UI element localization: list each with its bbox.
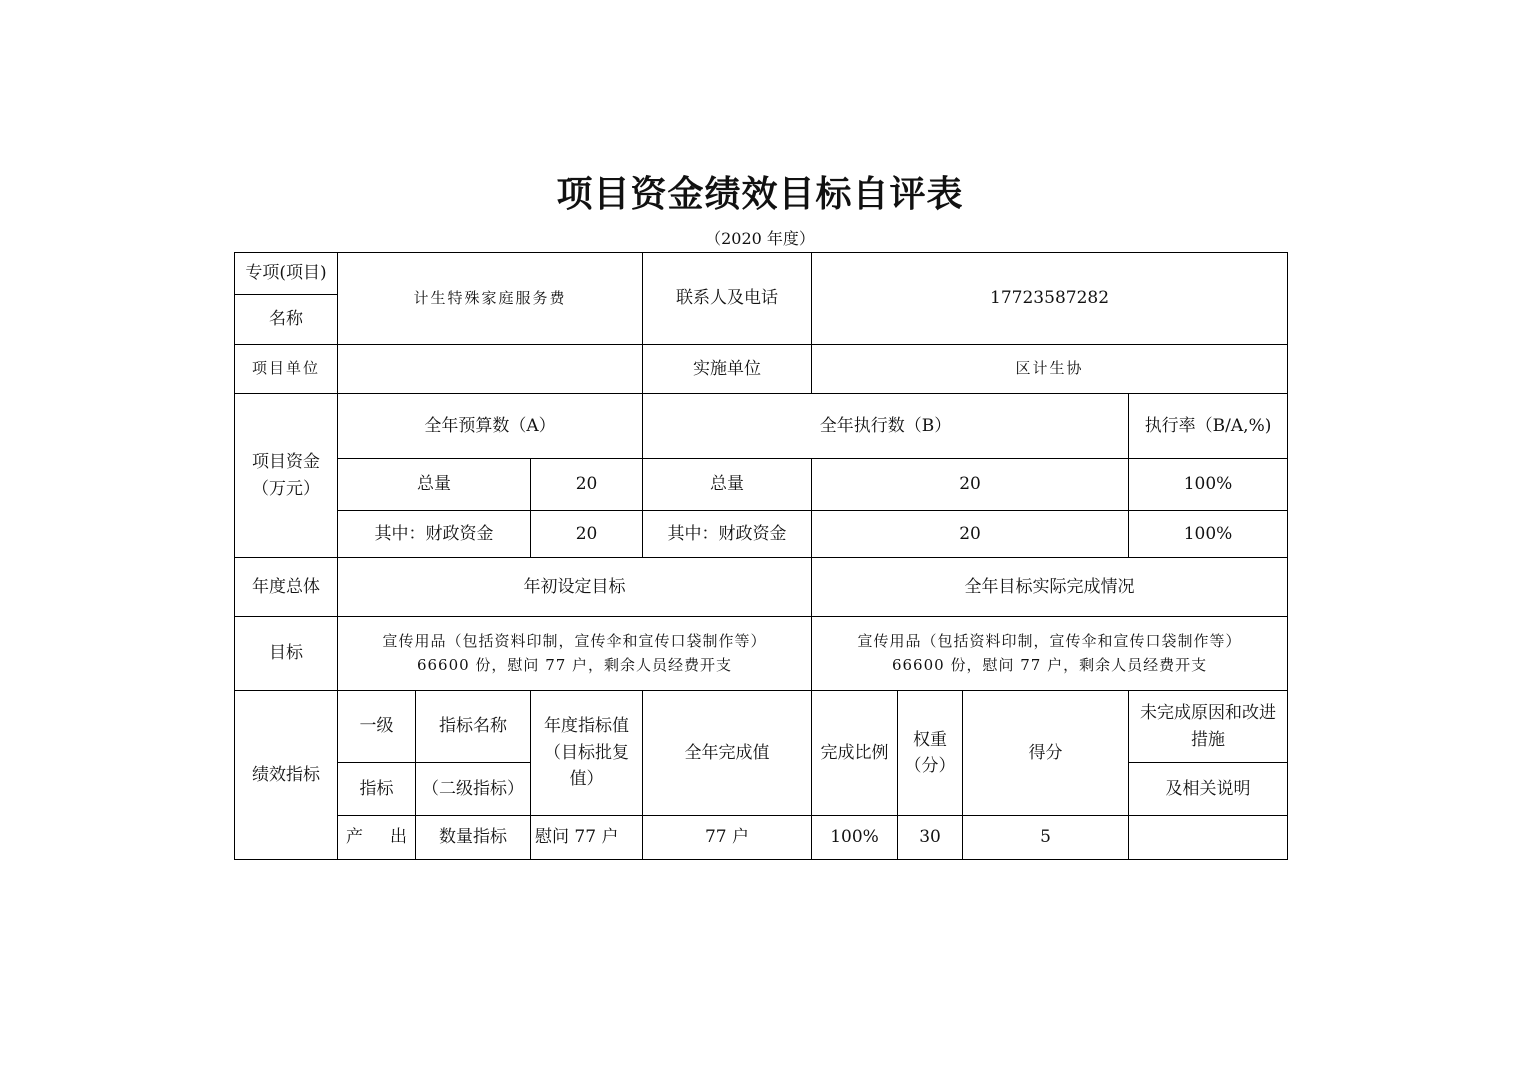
row-target: 慰问 77 户	[531, 816, 643, 860]
ratio-header: 完成比例	[812, 691, 898, 816]
row-ratio: 100%	[812, 816, 898, 860]
table-row	[235, 816, 1288, 860]
row-level1	[338, 816, 416, 860]
row-reason	[1129, 816, 1288, 860]
reason-header-line1: 未完成原因和改进	[1140, 703, 1277, 724]
fiscal-rate: 100%	[1129, 511, 1288, 558]
target-header-line2: （目标批复	[544, 742, 629, 763]
row-score: 5	[963, 816, 1129, 860]
level1-header-b: 指标	[338, 763, 416, 816]
fiscal-budget: 20	[531, 511, 643, 558]
target-header-line3: 值）	[569, 769, 604, 790]
goal-actual-line1: 宣传用品（包括资料印制，宣传伞和宣传口袋制作等）	[857, 632, 1242, 651]
project-name-label-line1: 专项(项目)	[235, 253, 338, 295]
row-level1-a: 产	[346, 827, 374, 848]
contact-label: 联系人及电话	[643, 253, 812, 345]
indicators-label: 绩效指标	[235, 691, 338, 860]
row-actual: 77 户	[643, 816, 812, 860]
fiscal-label: 其中：财政资金	[338, 511, 531, 558]
project-unit-label: 项目单位	[235, 345, 338, 394]
level1-header-a: 一级	[338, 691, 416, 763]
project-unit-value	[338, 345, 643, 394]
weight-header	[898, 691, 963, 816]
row-indicator-name: 数量指标	[416, 816, 531, 860]
funds-label	[235, 394, 338, 558]
project-name-value: 计生特殊家庭服务费	[338, 253, 643, 345]
total-label: 总量	[338, 459, 531, 511]
total-rate: 100%	[1129, 459, 1288, 511]
row-weight: 30	[898, 816, 963, 860]
row-level1-b: 出	[390, 827, 407, 848]
goal-set-text	[338, 617, 812, 691]
score-header: 得分	[963, 691, 1129, 816]
goal-set-header: 年初设定目标	[338, 558, 812, 617]
goal-actual-line2: 66600 份，慰问 77 户，剩余人员经费开支	[891, 655, 1208, 674]
total-exec-label: 总量	[643, 459, 812, 511]
target-header-line1: 年度指标值	[544, 716, 629, 737]
rate-header: 执行率（B/A,%)	[1129, 394, 1288, 459]
impl-unit-value: 区计生协	[812, 345, 1288, 394]
page-title: 项目资金绩效目标自评表	[556, 173, 964, 215]
goal-actual-header: 全年目标实际完成情况	[812, 558, 1288, 617]
exec-header: 全年执行数（B）	[643, 394, 1129, 459]
contact-value: 17723587282	[812, 253, 1288, 345]
indicator-name-header-b: （二级指标）	[416, 763, 531, 816]
budget-header: 全年预算数（A）	[338, 394, 643, 459]
impl-unit-label: 实施单位	[643, 345, 812, 394]
project-name-label-line2: 名称	[235, 295, 338, 345]
annual-goal-label-line2: 目标	[235, 617, 338, 691]
fiscal-exec-label: 其中：财政资金	[643, 511, 812, 558]
reason-header-a	[1129, 691, 1288, 763]
year-subtitle: （2020 年度）	[705, 229, 815, 248]
self-evaluation-table	[234, 252, 1288, 860]
goal-set-line2: 66600 份，慰问 77 户，剩余人员经费开支	[416, 655, 733, 674]
reason-header-line2: 措施	[1191, 729, 1226, 750]
weight-header-line1: 权重	[913, 729, 948, 750]
total-exec: 20	[812, 459, 1129, 511]
goal-set-line1: 宣传用品（包括资料印制，宣传伞和宣传口袋制作等）	[382, 632, 767, 651]
weight-header-line2: （分）	[904, 756, 956, 776]
funds-label-line2: （万元）	[252, 478, 320, 499]
target-header	[531, 691, 643, 816]
indicator-name-header-a: 指标名称	[416, 691, 531, 763]
actual-value-header: 全年完成值	[643, 691, 812, 816]
reason-header-b: 及相关说明	[1129, 763, 1288, 816]
goal-actual-text	[812, 617, 1288, 691]
fiscal-exec: 20	[812, 511, 1129, 558]
funds-label-line1: 项目资金	[252, 452, 320, 473]
total-budget: 20	[531, 459, 643, 511]
annual-goal-label-line1: 年度总体	[235, 558, 338, 617]
